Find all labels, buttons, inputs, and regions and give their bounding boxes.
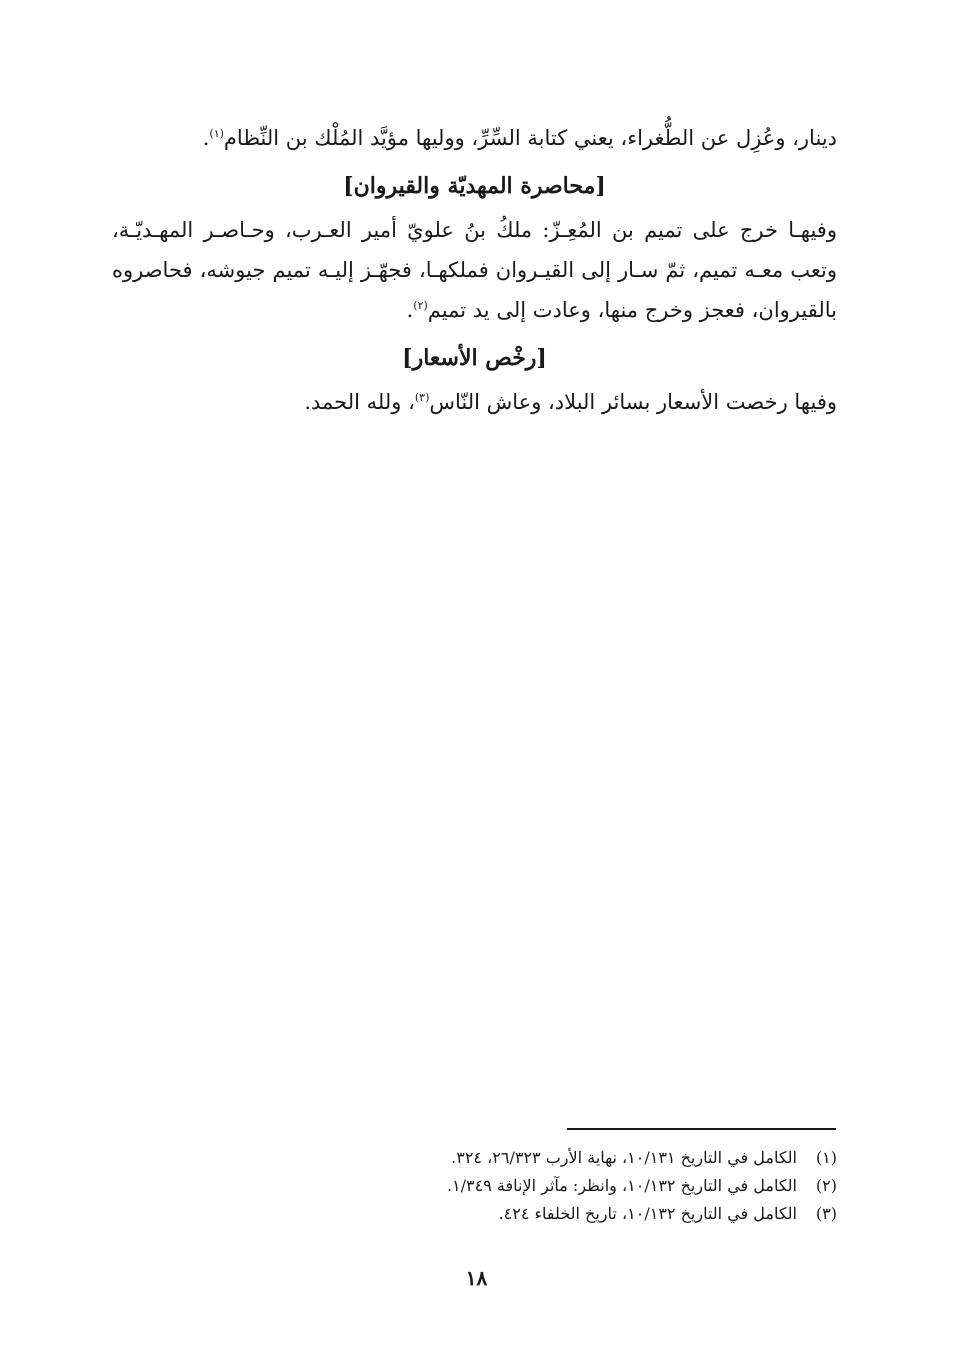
paragraph-2-text: وفيهـا خرج على تميم بن المُعِـزّ: ملكُ بنُ علويّ أمير العـرب، وحـاصـر المهـديّـة، وتعب معـه تميم، ثمّ سـار إلى القيـروان فملكهـا، فجهّـز إليـه تميم جيوشه، فحاصروه بالقيروان، فعجز وخرج منها، وعادت إلى يد تميم [112, 218, 837, 322]
footnote-ref-2: (٢) [413, 299, 428, 312]
paragraph-1-text: دينار، وعُزِل عن الطُّغراء، يعني كتابة السِّرِّ، ووليها مؤيَّد المُلْك بن النِّظام [223, 126, 837, 150]
footnote-item [300, 1144, 837, 1172]
footnote-number: (١) [815, 1148, 837, 1167]
footnote-text: الكامل في التاريخ ١٠/١٣٢، تاريخ الخلفاء ٤٢٤. [498, 1204, 797, 1223]
footnote-text: الكامل في التاريخ ١٠/١٣١، نهاية الأرب ٢٦/٣٢٣، ٣٢٤. [451, 1148, 797, 1167]
paragraph-3 [112, 382, 837, 422]
paragraph-2 [112, 210, 837, 330]
paragraph-1 [112, 118, 837, 158]
footnote-divider [567, 1128, 836, 1130]
section-heading-siege: [محاصرة المهديّة والقيروان] [343, 173, 606, 199]
paragraph-3-text-after: ، ولله الحمد. [304, 390, 415, 414]
footnote-item [300, 1172, 837, 1200]
footnote-item [300, 1200, 837, 1228]
page-number: ١٨ [465, 1266, 488, 1290]
footnotes [300, 1144, 837, 1228]
footnote-text: الكامل في التاريخ ١٠/١٣٢، وانظر: مآثر الإنافة ١/٣٤٩. [446, 1176, 797, 1195]
paragraph-3-text-before: وفيها رخصت الأسعار بسائر البلاد، وعاش النّاس [429, 390, 837, 414]
paragraph-1-end: . [202, 126, 210, 150]
main-text [112, 118, 837, 422]
footnote-ref-1: (١) [209, 127, 224, 140]
paragraph-2-end: . [406, 298, 414, 322]
footnote-number: (٢) [815, 1176, 837, 1195]
footnote-ref-3: (٣) [414, 391, 430, 404]
footnote-number: (٣) [815, 1204, 837, 1223]
section-heading-prices: [رخْص الأسعار] [402, 345, 547, 371]
